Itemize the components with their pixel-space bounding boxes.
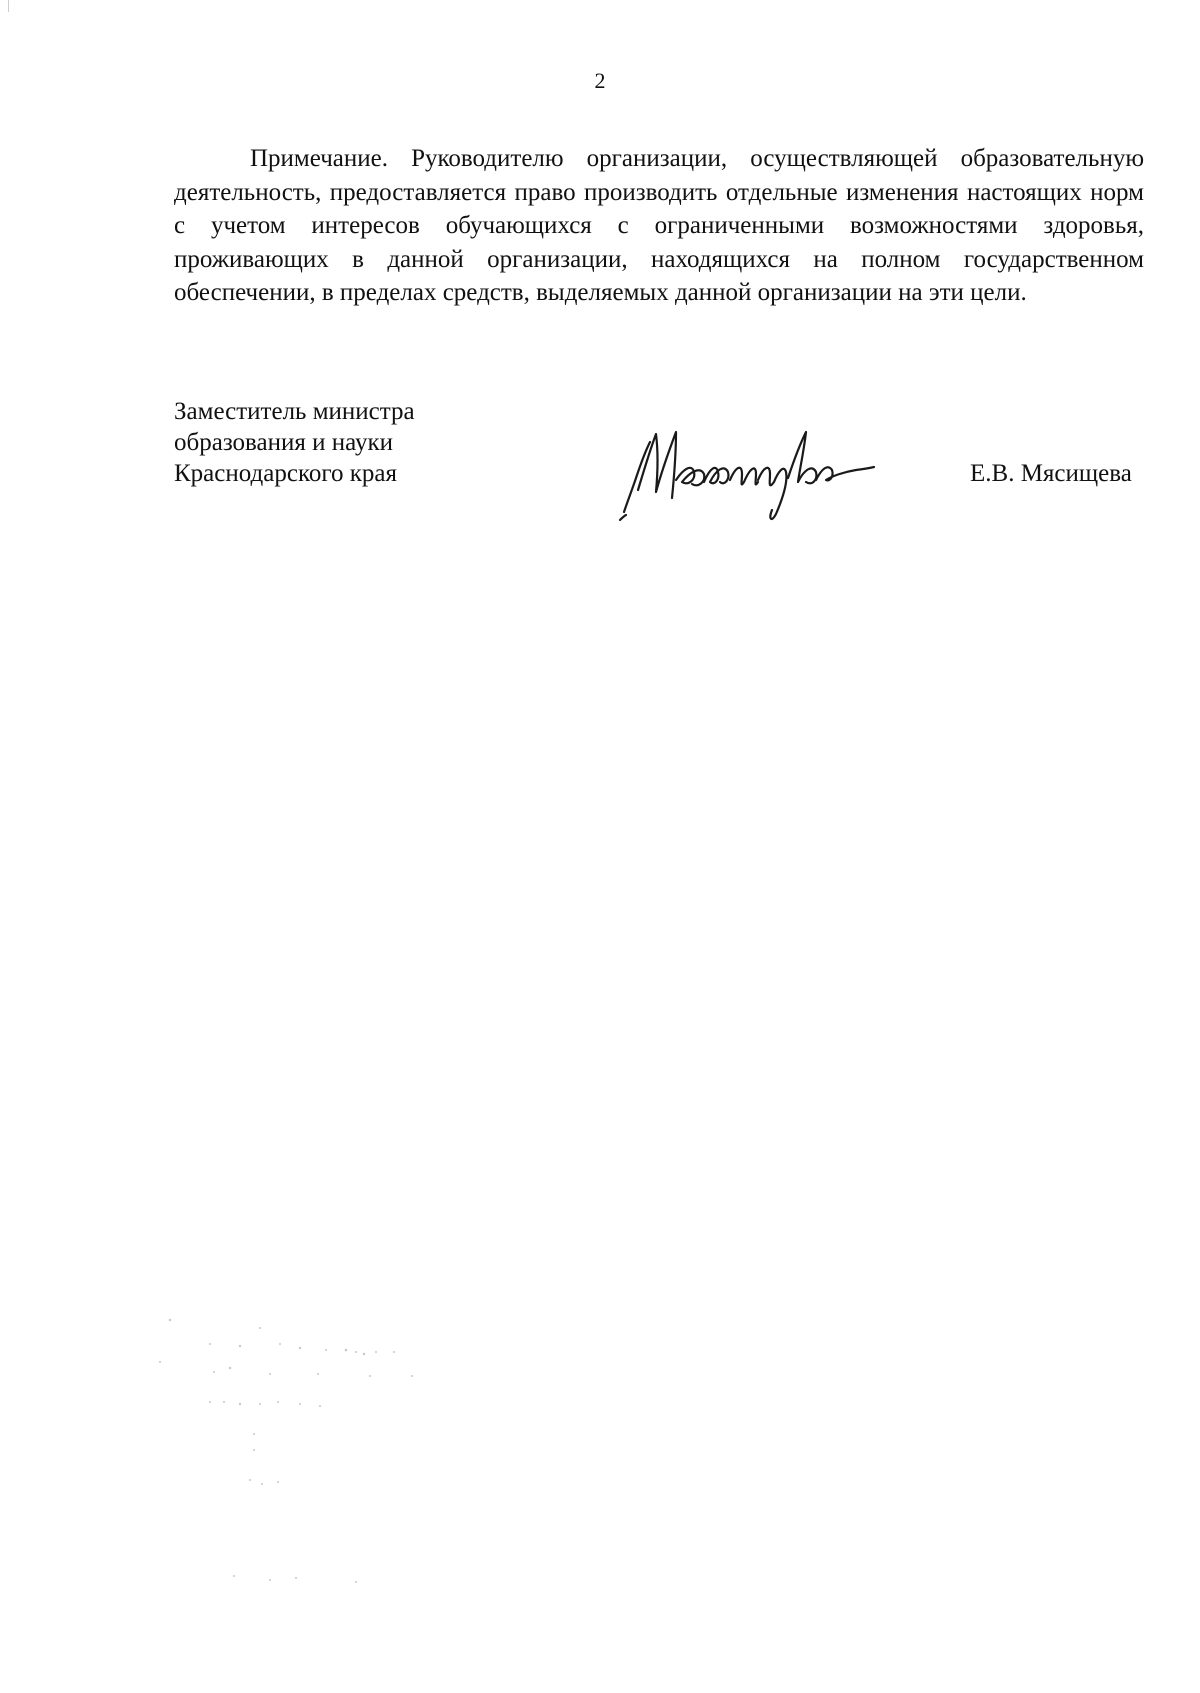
- signer-title: [174, 396, 415, 489]
- signer-title-line-1: Заместитель министра: [174, 398, 415, 425]
- signer-title-line-2: образования и науки: [174, 429, 393, 456]
- page-number: 2: [594, 68, 606, 93]
- faint-stamp-residue-icon: [150, 1310, 490, 1600]
- signer-name: Е.В. Мясищева: [970, 460, 1132, 487]
- note-paragraph: Примечание. Руководителю организации, осуществляющей образовательную деятельность, предоставляется право производить отдельные изменения настоящих норм с учетом интересов обучающихся с ограниченными возможностями здоровья, проживающих в данной организации, находящихся на полном государственном обеспечении, в пределах средств, выделяемых данной организации на эти цели.: [174, 145, 1144, 306]
- handwritten-signature-icon: [618, 420, 878, 530]
- scan-edge-mark: [8, 0, 9, 12]
- signer-title-line-3: Краснодарского края: [174, 460, 397, 487]
